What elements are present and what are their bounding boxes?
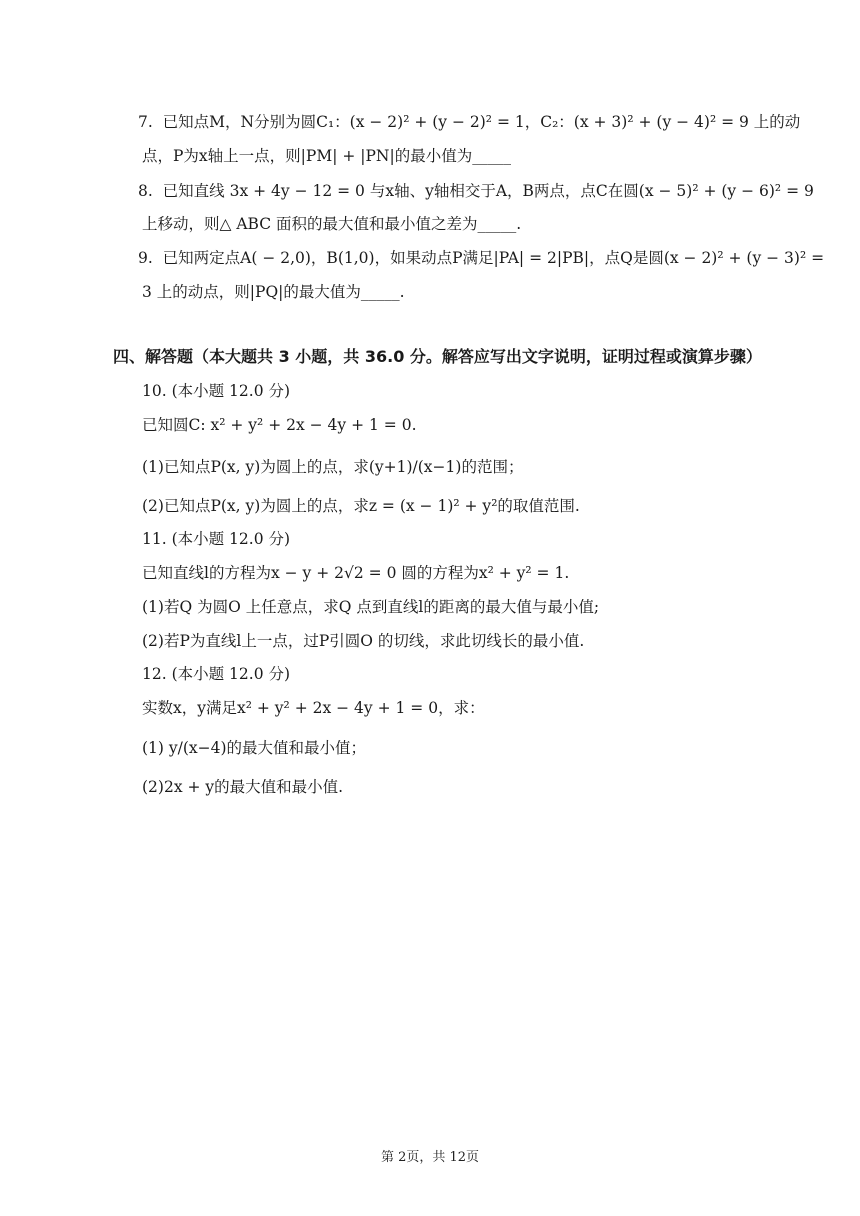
problem-10-statement: 已知圆C: x² + y² + 2x − 4y + 1 = 0. (142, 416, 417, 434)
problem-11-part-2: (2)若P为直线l上一点，过P引圆O 的切线，求此切线长的最小值. (142, 632, 585, 650)
problem-10-part-1: (1)已知点P(x, y)为圆上的点，求(y+1)/(x−1)的范围； (142, 458, 524, 476)
question-7-line-1 (138, 111, 800, 133)
problem-10-title: 10. (本小题 12.0 分) (142, 382, 291, 400)
problem-10-part-2: (2)已知点P(x, y)为圆上的点，求z = (x − 1)² + y²的取值范围. (142, 497, 580, 515)
question-7-line-2: 点，P为x轴上一点，则|PM| + |PN|的最小值为_____ (142, 147, 511, 165)
question-9-line-1 (138, 247, 824, 269)
question-7-text-1: 已知点M，N分别为圆C₁：(x − 2)² + (y − 2)² = 1，C₂：(x + 3)² + (y − 4)² = 9 上的动 (162, 113, 801, 131)
question-8-line-1 (138, 180, 814, 202)
problem-12-statement: 实数x，y满足x² + y² + 2x − 4y + 1 = 0，求： (142, 699, 485, 717)
question-7-number: 7. (138, 113, 153, 131)
problem-12-title: 12. (本小题 12.0 分) (142, 665, 291, 683)
question-8-text-1: 已知直线 3x + 4y − 12 = 0 与x轴、y轴相交于A，B两点，点C在圆(x − 5)² + (y − 6)² = 9 (162, 182, 814, 200)
question-8-line-2: 上移动，则△ ABC 面积的最大值和最小值之差为_____. (142, 215, 522, 233)
question-9-number: 9. (138, 249, 153, 267)
question-9-text-1: 已知两定点A( − 2,0)，B(1,0)，如果动点P满足|PA| = 2|PB|，点Q是圆(x − 2)² + (y − 3)² = (162, 249, 825, 267)
problem-11-statement: 已知直线l的方程为x − y + 2√2 = 0 圆的方程为x² + y² = 1. (142, 564, 570, 582)
question-9-line-2: 3 上的动点，则|PQ|的最大值为_____. (142, 283, 405, 301)
question-8-number: 8. (138, 182, 153, 200)
page-footer: 第 2页，共 12页 (380, 1150, 480, 1165)
section-4-heading: 四、解答题（本大题共 3 小题，共 36.0 分。解答应写出文字说明，证明过程或演算步骤） (113, 347, 762, 366)
problem-11-part-1: (1)若Q 为圆O 上任意点，求Q 点到直线l的距离的最大值与最小值; (142, 598, 600, 616)
problem-12-part-1: (1) y/(x−4)的最大值和最小值； (142, 739, 367, 757)
problem-12-part-2: (2)2x + y的最大值和最小值. (142, 778, 344, 796)
problem-11-title: 11. (本小题 12.0 分) (142, 530, 291, 548)
